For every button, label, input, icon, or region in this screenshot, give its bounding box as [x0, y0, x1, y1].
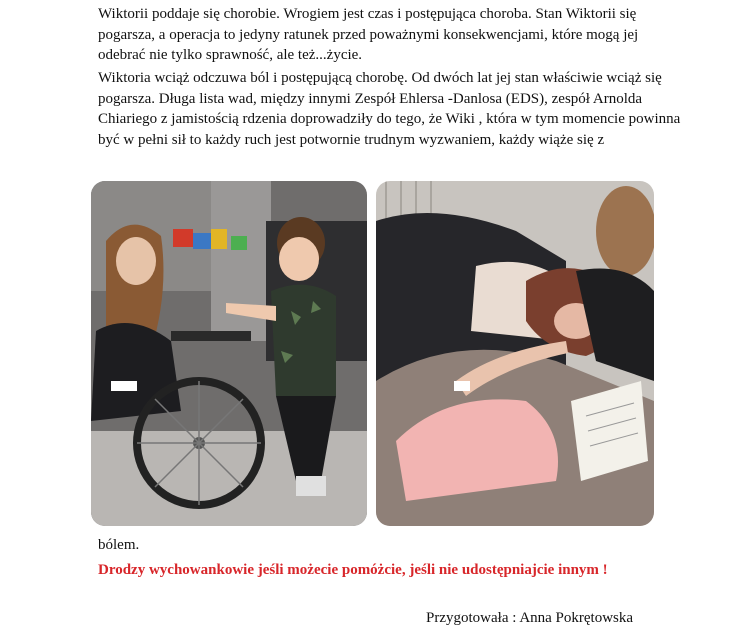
photo-wheelchair-image — [91, 181, 367, 526]
paragraph-1: Wiktorii poddaje się chorobie. Wrogiem jest czas i postępująca choroba. Stan Wiktorii się pogarsza, a operacja to jedyny ratunek przed poważnymi konsekwencjami, które mogą jej odebrać nie tylko sprawność, ale też...życie. — [98, 6, 639, 63]
appeal-text: Drodzy wychowankowie jeśli możecie pomóżcie, jeśli nie udostępniajcie innym ! — [98, 562, 608, 578]
paragraph-2: Wiktoria wciąż odczuwa ból i postępującą chorobę. Od dwóch lat jej stan właściwie wciąż się pogarsza. Długa lista wad, między innymi Zespół Ehlersa -Danlosa (EDS), zespół Arnolda Chiariego z jamistością rdzenia doprowadziły do tego, że Wiki , która w tym momencie powinna być w pełni sił to każdy ruch jest potwornie trudnym wyzwaniem, każdy wiąże się z — [98, 70, 681, 148]
paragraph-3: bólem. — [98, 537, 140, 553]
author-credit: Przygotowała : Anna Pokrętowska — [426, 610, 634, 626]
photo-wheelchair — [91, 181, 367, 526]
photo-bed — [376, 181, 654, 526]
photo-bed-image — [376, 181, 654, 526]
